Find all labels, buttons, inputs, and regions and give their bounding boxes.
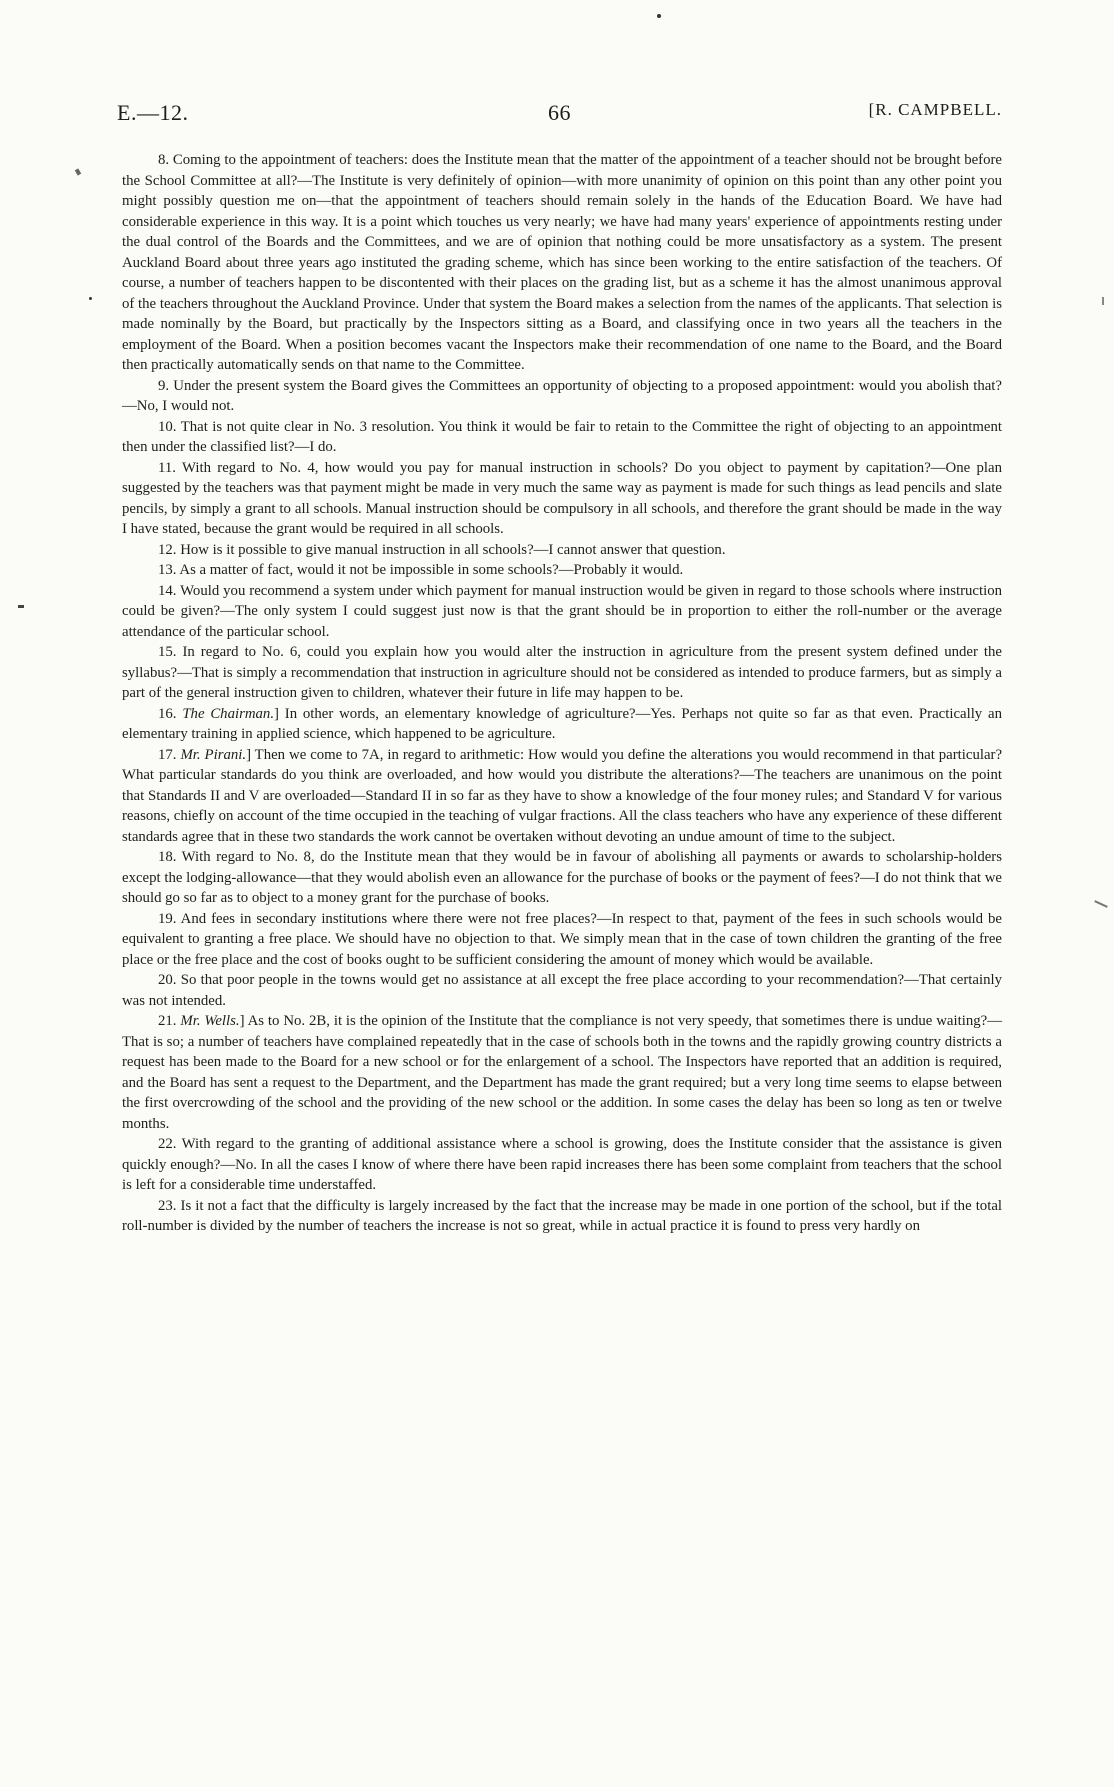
- stray-ink-mark: [75, 168, 81, 175]
- paragraph-19: 19. And fees in secondary institutions where there were not free places?—In respect to that, payment of the fees in such schools would be equivalent to granting a free place. We should have no objection to that. We simply mean that in the case of town children the granting of the free place or the free place and the cost of books ought to be sufficient considering the amount of money which would be available.: [122, 910, 1002, 968]
- paragraph-8: 8. Coming to the appointment of teachers: does the Institute mean that the matter of the appointment of a teacher should not be brought before the School Committee at all?—The Institute is very definitely of opinion—with more unanimity of opinion on this point than any other point you might possibly question me on—that the appointment of teachers should remain solely in the hands of the Education Board. We have had considerable experience in this way. It is a point which touches us very nearly; we have had many years' experience of appointments resting under the dual control of the Boards and the Committees, and we are of opinion that nothing could be more unsatisfactory as a system. The present Auckland Board about three years ago instituted the grading scheme, which has since been working to the entire satisfaction of the teachers. Of course, a number of teachers happen to be discontented with their places on the grading list, but as a scheme it has the almost unanimous approval of the teachers throughout the Auckland Province. Under that system the Board makes a selection from the names of the applicants. That selection is made nominally by the Board, but practically by the Inspectors sitting as a Board, and classifying once in two years all the teachers in the employment of the Board. When a position becomes vacant the Inspectors make their recommendation of one name to the Board, and the Board then practically automatically sends on that name to the Committee.: [122, 152, 1002, 373]
- speaker-name: Mr. Wells.: [180, 1013, 240, 1029]
- paragraph-20: 20. So that poor people in the towns would get no assistance at all except the free place according to your recommendation?—That certainly was not intended.: [122, 972, 1002, 1009]
- paragraph-16: 16. The Chairman.] In other words, an elementary knowledge of agriculture?—Yes. Perhaps not quite so far as that even. Practically an elementary training in applied science, which happened to be agriculture.: [122, 705, 1002, 742]
- paragraph-13: 13. As a matter of fact, would it not be impossible in some schools?—Probably it would.: [158, 562, 684, 578]
- paragraph-18: 18. With regard to No. 8, do the Institute mean that they would be in favour of abolishing all payments or awards to scholarship-holders except the lodging-allowance—that they would abolish even an allowance for the purchase of books or the payment of fees?—I do not think that we should go so far as to object to a money grant for the purchase of books.: [122, 849, 1002, 906]
- header-witness-name: [R. CAMPBELL.: [868, 100, 1002, 119]
- paragraph-21: 21. Mr. Wells.] As to No. 2B, it is the opinion of the Institute that the compliance is not very speedy, that sometimes there is undue waiting?—That is so; a number of teachers have complained repeatedly that in the case of schools both in the towns and the rapidly growing country districts a request has been made to the Board for a new school or for the enlargement of a school. The Inspectors have reported that an addition is required, and the Board has sent a request to the Department, and the Department has made the grant required; but a very long time seems to elapse between the first overcrowding of the school and the providing of the new school or the addition. In some cases the delay has been so long as ten or twelve months.: [122, 1013, 1002, 1132]
- stray-ink-mark: [1094, 900, 1108, 908]
- document-body: [122, 150, 1002, 1237]
- paragraph-9: 9. Under the present system the Board gives the Committees an opportunity of objecting to a proposed appointment: would you abolish that?—No, I would not.: [122, 377, 1002, 414]
- stray-ink-mark: [18, 605, 24, 608]
- paragraph-23: 23. Is it not a fact that the difficulty is largely increased by the fact that the increase may be made in one portion of the school, but if the total roll-number is divided by the number of teachers the increase is not so great, while in actual practice it is found to press very hardly on: [122, 1197, 1002, 1234]
- paragraph-10: 10. That is not quite clear in No. 3 resolution. You think it would be fair to retain to the Committee the right of objecting to an appointment then under the classified list?—I do.: [122, 418, 1002, 455]
- speaker-name: Mr. Pirani.: [180, 746, 247, 763]
- page-number: 66: [548, 100, 571, 125]
- header-reference: E.—12.: [117, 100, 189, 125]
- stray-ink-mark: [657, 14, 661, 18]
- paragraph-15: 15. In regard to No. 6, could you explain how you would alter the instruction in agriculture from the present system defined under the syllabus?—That is simply a recommendation that instruction in agriculture should not be considered as intended to produce farmers, but as simply a part of the general instruction given to children, whatever their future in life may happen to be.: [122, 644, 1002, 701]
- page-header: [117, 100, 1002, 130]
- paragraph-22: 22. With regard to the granting of additional assistance where a school is growing, does the Institute consider that the assistance is given quickly enough?—No. In all the cases I know of where there have been rapid increases there has been some complaint from teachers that the school is left for a considerable time understaffed.: [122, 1136, 1002, 1193]
- paragraph-11: 11. With regard to No. 4, how would you pay for manual instruction in schools? Do you object to payment by capitation?—One plan suggested by the teachers was that payment might be made in very much the same way as payment is made for such things as lead pencils and slate pencils, by simply a grant to all schools. Manual instruction should be compulsory in all schools, and therefore the grant should be made in the way I have stated, because the grant would be required in all schools.: [122, 459, 1002, 537]
- paragraph-14: 14. Would you recommend a system under which payment for manual instruction would be given in regard to those schools where instruction could be given?—The only system I could suggest just now is that the grant should be in proportion to either the roll-number or the average attendance of the particular school.: [122, 582, 1002, 640]
- paragraph-12: 12. How is it possible to give manual instruction in all schools?—I cannot answer that question.: [158, 541, 726, 558]
- stray-ink-mark: [1102, 297, 1104, 305]
- speaker-name: The Chairman.: [182, 705, 275, 722]
- paragraph-17: 17. Mr. Pirani.] Then we come to 7A, in regard to arithmetic: How would you define the alterations you would recommend in that particular? What particular standards do you think are overloaded, and how would you distribute the alterations?—The teachers are unanimous on the point that Standards II and V are overloaded—Standard II in so far as they have to show a knowledge of the four money rules; and Standard V for various reasons, chiefly on account of the time occupied in the teaching of vulgar fractions. All the class teachers who have any experience of these different standards agree that in these two standards the work cannot be overtaken without devoting an undue amount of time to the subject.: [122, 746, 1003, 845]
- stray-ink-mark: [89, 297, 92, 300]
